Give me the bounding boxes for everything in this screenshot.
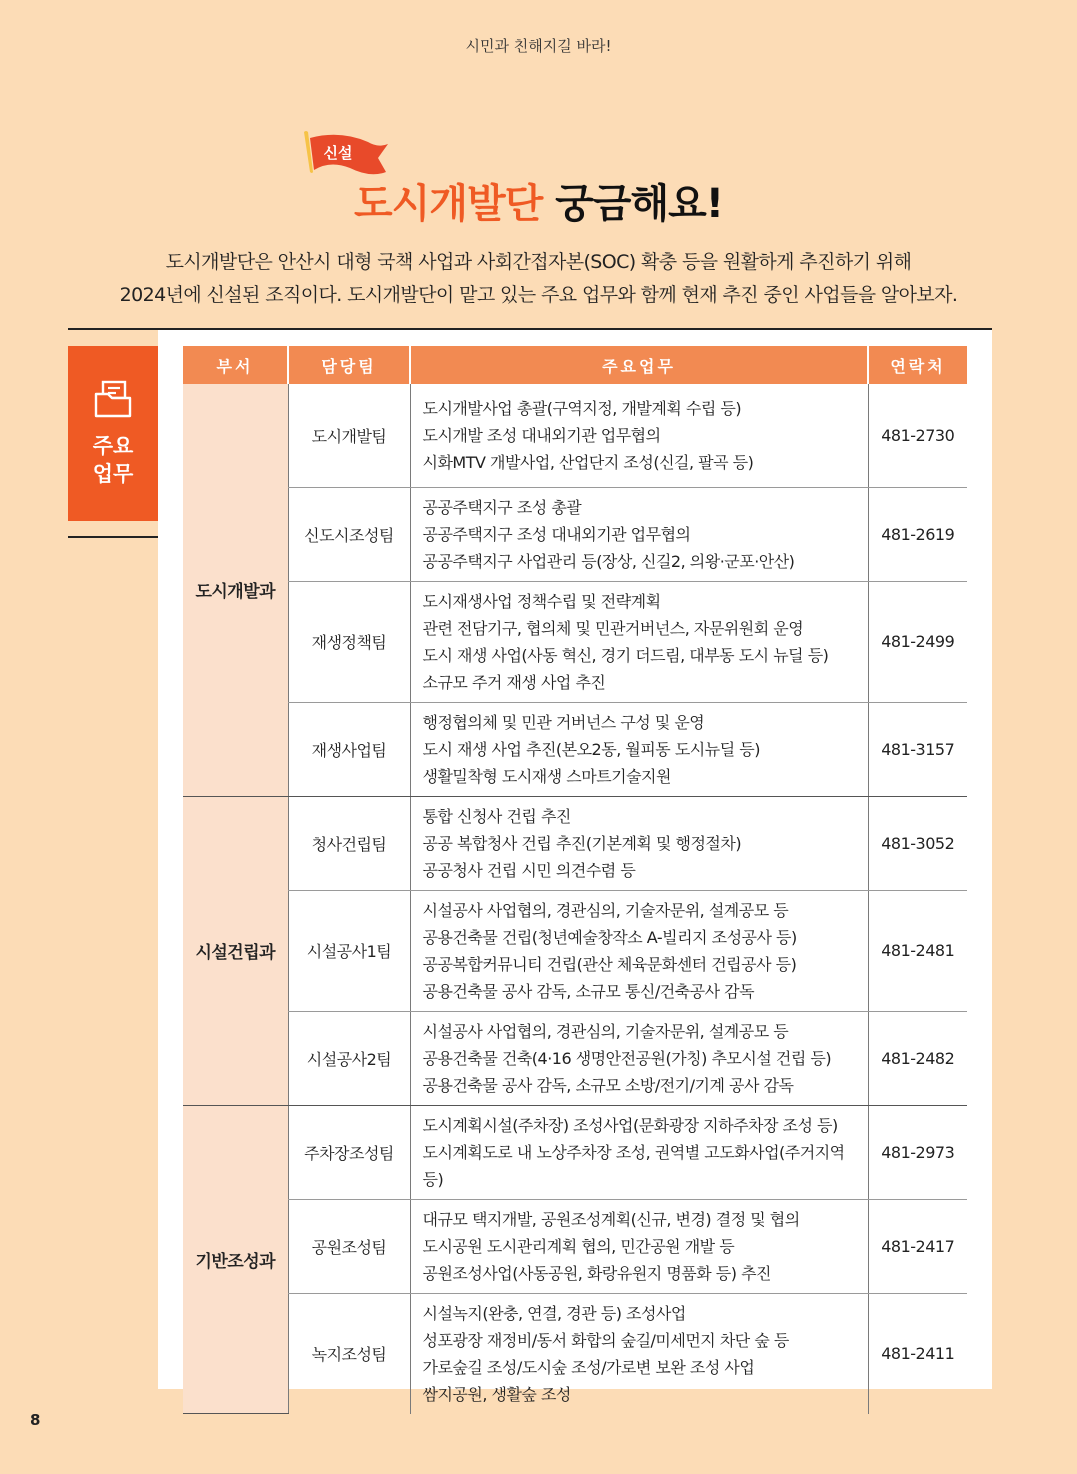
duties-cell: [410, 1199, 868, 1293]
intro-paragraph: [60, 246, 1017, 312]
header-team: 담당팀: [288, 346, 410, 384]
intro-line-1: 도시개발단은 안산시 대형 국책 사업과 사회간접자본(SOC) 확충 등을 원활하게 추진하기 위해: [165, 251, 912, 273]
duty-item: 생활밀착형 도시재생 스마트기술지원: [422, 766, 671, 786]
duty-item: 공공복합커뮤니티 건립(관산 체육문화센터 건립공사 등): [422, 954, 797, 974]
new-badge-label: 신설: [323, 144, 353, 162]
contact-cell: 481-2481: [868, 890, 967, 1011]
duty-item: 시화MTV 개발사업, 산업단지 조성(신길, 팔곡 등): [422, 452, 754, 472]
duty-item: 도시개발사업 총괄(구역지정, 개발계획 수립 등): [422, 398, 742, 418]
team-cell: 시설공사2팀: [288, 1011, 410, 1105]
page-title: [0, 172, 1077, 229]
side-tab-main-duties: [68, 346, 158, 521]
table-row: [183, 890, 967, 1011]
duty-item: 도시재생사업 정책수립 및 전략계획: [422, 591, 661, 611]
page-number: 8: [30, 1411, 41, 1429]
contact-cell: 481-2499: [868, 581, 967, 702]
contact-cell: 481-2730: [868, 384, 967, 487]
duty-item: 가로숲길 조성/도시숲 조성/가로변 보완 조성 사업: [422, 1357, 755, 1377]
duty-item: 시설공사 사업협의, 경관심의, 기술자문위, 설계공모 등: [422, 900, 789, 920]
title-rest: 궁금해요!: [542, 181, 723, 227]
page-tagline: 시민과 친해지길 바라!: [465, 37, 612, 55]
team-cell: 재생정책팀: [288, 581, 410, 702]
duties-cell: [410, 702, 868, 796]
team-cell: 시설공사1팀: [288, 890, 410, 1011]
duties-cell: [410, 1011, 868, 1105]
contact-cell: 481-2417: [868, 1199, 967, 1293]
team-cell: 녹지조성팀: [288, 1293, 410, 1414]
duty-item: 공공주택지구 조성 총괄: [422, 497, 582, 517]
title-highlight: 도시개발단: [354, 181, 543, 227]
dept-cell: 시설건립과: [183, 796, 288, 1105]
duty-item: 도시공원 도시관리계획 협의, 민간공원 개발 등: [422, 1236, 735, 1256]
duty-item: 도시계획도로 내 노상주차장 조성, 권역별 고도화사업(주거지역 등): [422, 1142, 845, 1189]
duties-cell: [410, 796, 868, 890]
duty-item: 도시계획시설(주차장) 조성사업(문화광장 지하주차장 조성 등): [422, 1115, 838, 1135]
table-row: [183, 1293, 967, 1414]
duty-item: 공공주택지구 조성 대내외기관 업무협의: [422, 524, 691, 544]
duty-item: 공용건축물 공사 감독, 소규모 소방/전기/기계 공사 감독: [422, 1075, 794, 1095]
contact-cell: 481-2482: [868, 1011, 967, 1105]
duty-item: 시설공사 사업협의, 경관심의, 기술자문위, 설계공모 등: [422, 1021, 789, 1041]
duty-item: 행정협의체 및 민관 거버넌스 구성 및 운영: [422, 712, 705, 732]
duty-item: 도시개발 조성 대내외기관 업무협의: [422, 425, 661, 445]
document-folder-icon: [94, 380, 132, 420]
table-row: [183, 796, 967, 890]
table-row: [183, 1199, 967, 1293]
duties-cell: [410, 1293, 868, 1414]
duty-item: 대규모 택지개발, 공원조성계획(신규, 변경) 결정 및 협의: [422, 1209, 800, 1229]
duty-item: 도시 재생 사업(사동 혁신, 경기 더드림, 대부동 도시 뉴딜 등): [422, 645, 829, 665]
duty-item: 관련 전담기구, 협의체 및 민관거버넌스, 자문위원회 운영: [422, 618, 804, 638]
table-row: [183, 487, 967, 581]
duties-table: [183, 346, 967, 1414]
contact-cell: 481-3157: [868, 702, 967, 796]
table-row: [183, 702, 967, 796]
header-department: 부서: [183, 346, 288, 384]
team-cell: 공원조성팀: [288, 1199, 410, 1293]
contact-cell: 481-2619: [868, 487, 967, 581]
table-row: [183, 581, 967, 702]
contact-cell: 481-3052: [868, 796, 967, 890]
duty-item: 공공 복합청사 건립 추진(기본계획 및 행정절차): [422, 833, 742, 853]
duties-cell: [410, 487, 868, 581]
duty-item: 도시 재생 사업 추진(본오2동, 월피동 도시뉴딜 등): [422, 739, 760, 759]
side-divider: [68, 536, 158, 538]
duty-item: 공용건축물 공사 감독, 소규모 통신/건축공사 감독: [422, 981, 755, 1001]
team-cell: 주차장조성팀: [288, 1105, 410, 1199]
duties-cell: [410, 581, 868, 702]
duties-cell: [410, 890, 868, 1011]
side-tab-label-2: 업무: [92, 462, 134, 486]
team-cell: 도시개발팀: [288, 384, 410, 487]
dept-cell: 도시개발과: [183, 384, 288, 796]
duties-cell: [410, 1105, 868, 1199]
header-duties: 주요업무: [410, 346, 868, 384]
duty-item: 쌈지공원, 생활숲 조성: [422, 1384, 571, 1404]
duty-item: 성포광장 재정비/동서 화합의 숲길/미세먼지 차단 숲 등: [422, 1330, 789, 1350]
contact-cell: 481-2411: [868, 1293, 967, 1414]
team-cell: 청사건립팀: [288, 796, 410, 890]
duty-item: 공원조성사업(사동공원, 화랑유원지 명품화 등) 추진: [422, 1263, 771, 1283]
intro-line-2: 2024년에 신설된 조직이다. 도시개발단이 맡고 있는 주요 업무와 함께 현재 추진 중인 사업들을 알아보자.: [119, 284, 958, 306]
table-header-row: [183, 346, 967, 384]
table-row: [183, 384, 967, 487]
duty-item: 공용건축물 건립(청년예술창작소 A-빌리지 조성공사 등): [422, 927, 797, 947]
team-cell: 재생사업팀: [288, 702, 410, 796]
table-row: [183, 1105, 967, 1199]
duty-item: 통합 신청사 건립 추진: [422, 806, 571, 826]
duty-item: 공공청사 건립 시민 의견수렴 등: [422, 860, 636, 880]
duty-item: 시설녹지(완충, 연결, 경관 등) 조성사업: [422, 1303, 686, 1323]
team-cell: 신도시조성팀: [288, 487, 410, 581]
duty-item: 공용건축물 건축(4·16 생명안전공원(가칭) 추모시설 건립 등): [422, 1048, 832, 1068]
table-row: [183, 1011, 967, 1105]
duty-item: 공공주택지구 사업관리 등(장상, 신길2, 의왕·군포·안산): [422, 551, 795, 571]
duties-cell: [410, 384, 868, 487]
duty-item: 소규모 주거 재생 사업 추진: [422, 672, 606, 692]
side-tab-label-1: 주요: [92, 434, 134, 458]
dept-cell: 기반조성과: [183, 1105, 288, 1414]
contact-cell: 481-2973: [868, 1105, 967, 1199]
header-contact: 연락처: [868, 346, 967, 384]
